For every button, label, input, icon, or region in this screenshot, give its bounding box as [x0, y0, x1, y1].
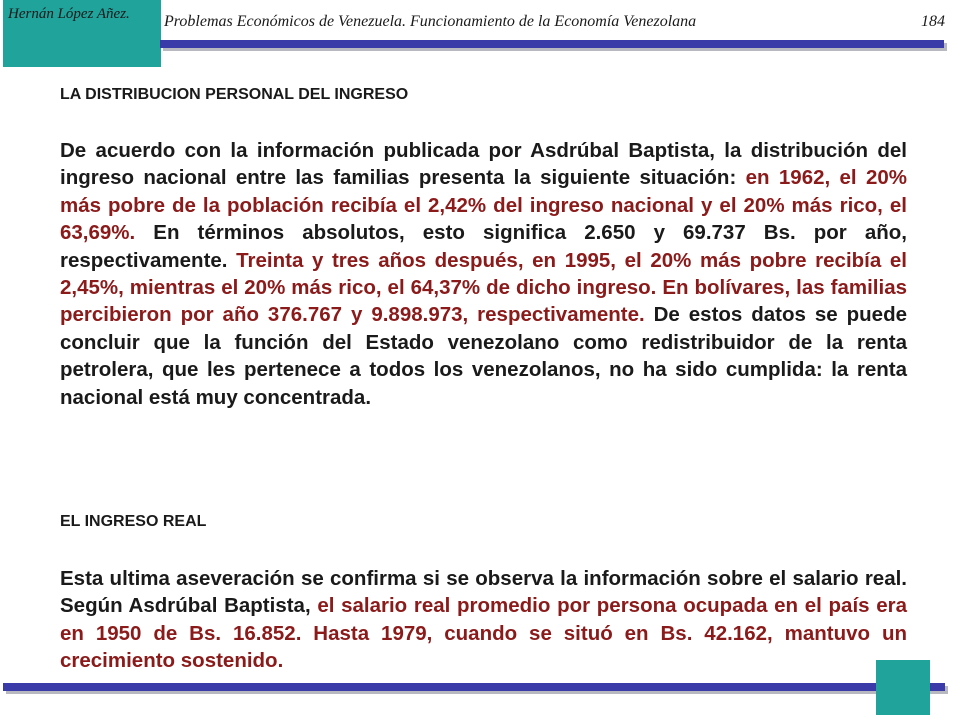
text-segment: De acuerdo con la información publicada por Asdrúbal Baptista, la distribución del ingreso nacional entre las familias presenta la siguiente situación:	[60, 139, 907, 190]
header-rule	[160, 40, 944, 48]
author-name: Hernán López Añez.	[8, 6, 130, 22]
text-segment: De estos datos se puede concluir que la función del Estado venezolano como redistribuidor de la renta petrolera, que les pertenece a todos los venezolanos, no ha sido cumplida: la renta nacional está muy concentrada.	[60, 303, 907, 409]
text-segment-emphasis: Treinta y tres años después, en 1995, el 20% más pobre recibía el 2,45%, mientras el 20% más rico, el 64,37% de dicho ingreso. En bolívares, las familias percibieron por año 376.767 y 9.898.973, respectivamente.	[60, 248, 907, 327]
document-title: Problemas Económicos de Venezuela. Funcionamiento de la Economía Venezolana	[164, 13, 697, 30]
section-heading-ingreso-real: EL INGRESO REAL	[60, 513, 207, 530]
paragraph-ingreso-real	[60, 565, 907, 675]
footer-rule	[3, 683, 945, 691]
page-number: 184	[921, 13, 945, 30]
text-segment-emphasis: en 1962, el 20% más pobre de la población recibía el 2,42% del ingreso nacional y el 20% más rico, el 63,69%.	[60, 166, 908, 245]
text-segment: En términos absolutos, esto significa 2.650 y 69.737 Bs. por año, respectivamente.	[60, 221, 907, 272]
paragraph-distribucion	[60, 137, 907, 411]
section-heading-distribucion: LA DISTRIBUCION PERSONAL DEL INGRESO	[60, 86, 409, 103]
text-segment: Esta ultima aseveración se confirma si se observa la información sobre el salario real. Según Asdrúbal Baptista,	[60, 567, 907, 618]
text-segment-emphasis: el salario real promedio por persona ocupada en el país era en 1950 de Bs. 16.852. Hasta 1979, cuando se situó en Bs. 42.162, mantuvo un crecimiento sostenido.	[60, 594, 907, 673]
